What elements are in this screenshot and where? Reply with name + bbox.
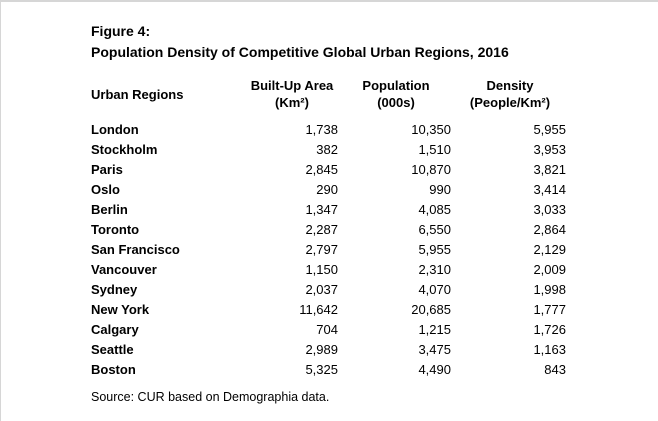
region-cell: London (91, 122, 139, 137)
density-cell: 3,953 (533, 142, 566, 157)
population-cell: 2,310 (418, 262, 451, 277)
source-note: Source: CUR based on Demographia data. (91, 390, 330, 404)
population-cell: 4,085 (418, 202, 451, 217)
table-row (91, 180, 569, 200)
population-cell: 20,685 (411, 302, 451, 317)
population-cell: 4,490 (418, 362, 451, 377)
density-cell: 3,033 (533, 202, 566, 217)
built-up-area-cell: 2,989 (305, 342, 338, 357)
column-header-label: Population (362, 78, 430, 93)
region-cell: Seattle (91, 342, 134, 357)
density-cell: 2,129 (533, 242, 566, 257)
region-cell: Paris (91, 162, 123, 177)
population-density-table (91, 77, 569, 380)
figure-title-line2: Population Density of Competitive Global Urban Regions, 2016 (91, 44, 509, 60)
column-header-sublabel: (Km²) (275, 95, 309, 110)
population-cell: 6,550 (418, 222, 451, 237)
column-header-density (454, 77, 569, 120)
table-header (91, 77, 569, 120)
table-row (91, 160, 569, 180)
built-up-area-cell: 2,845 (305, 162, 338, 177)
region-cell: Boston (91, 362, 136, 377)
table-row (91, 220, 569, 240)
density-cell: 5,955 (533, 122, 566, 137)
table-body (91, 120, 569, 380)
region-cell: San Francisco (91, 242, 180, 257)
density-cell: 1,777 (533, 302, 566, 317)
built-up-area-cell: 11,642 (299, 302, 338, 317)
built-up-area-cell: 382 (316, 142, 338, 157)
table-row (91, 320, 569, 340)
region-cell: Toronto (91, 222, 140, 237)
table-row (91, 260, 569, 280)
table-row (91, 140, 569, 160)
built-up-area-cell: 1,347 (305, 202, 338, 217)
table-row (91, 240, 569, 260)
column-header-sublabel: (000s) (377, 95, 415, 110)
density-cell: 3,821 (533, 162, 566, 177)
density-cell: 843 (544, 362, 566, 377)
population-cell: 4,070 (418, 282, 451, 297)
population-cell: 1,510 (418, 142, 451, 157)
column-header-sublabel: (People/Km²) (469, 95, 551, 110)
figure-content (1, 2, 658, 405)
column-header-label: Density (486, 78, 534, 93)
table-row (91, 360, 569, 380)
built-up-area-cell: 290 (316, 182, 338, 197)
density-cell: 1,998 (533, 282, 566, 297)
region-cell: Sydney (91, 282, 138, 297)
built-up-area-cell: 2,037 (305, 282, 338, 297)
region-cell: Oslo (91, 182, 120, 197)
table-row (91, 120, 569, 140)
region-cell: Calgary (91, 322, 139, 337)
table-row (91, 340, 569, 360)
density-cell: 2,009 (533, 262, 566, 277)
built-up-area-cell: 2,797 (305, 242, 338, 257)
built-up-area-cell: 1,150 (305, 262, 338, 277)
column-header-label: Built-Up Area (250, 78, 334, 93)
density-cell: 1,163 (533, 342, 566, 357)
built-up-area-cell: 2,287 (305, 222, 338, 237)
table-row (91, 280, 569, 300)
region-cell: Vancouver (91, 262, 157, 277)
built-up-area-cell: 5,325 (305, 362, 338, 377)
region-cell: Berlin (91, 202, 128, 217)
built-up-area-cell: 704 (316, 322, 338, 337)
figure-title (91, 21, 658, 63)
density-cell: 2,864 (533, 222, 566, 237)
region-cell: New York (91, 302, 150, 317)
table-row (91, 200, 569, 220)
population-cell: 5,955 (418, 242, 451, 257)
figure-title-line1: Figure 4: (91, 23, 151, 39)
column-header-label: Urban Regions (91, 86, 184, 102)
region-cell: Stockholm (91, 142, 158, 157)
table-row (91, 300, 569, 320)
population-cell: 3,475 (418, 342, 451, 357)
density-cell: 1,726 (533, 322, 566, 337)
column-header-urban-regions (91, 77, 246, 120)
column-header-population (341, 77, 454, 120)
built-up-area-cell: 1,738 (305, 122, 338, 137)
density-cell: 3,414 (533, 182, 566, 197)
population-cell: 10,350 (411, 122, 451, 137)
population-cell: 10,870 (411, 162, 451, 177)
population-cell: 1,215 (418, 322, 451, 337)
column-header-built-up-area (246, 77, 341, 120)
population-cell: 990 (429, 182, 451, 197)
table-header-row (91, 77, 569, 120)
